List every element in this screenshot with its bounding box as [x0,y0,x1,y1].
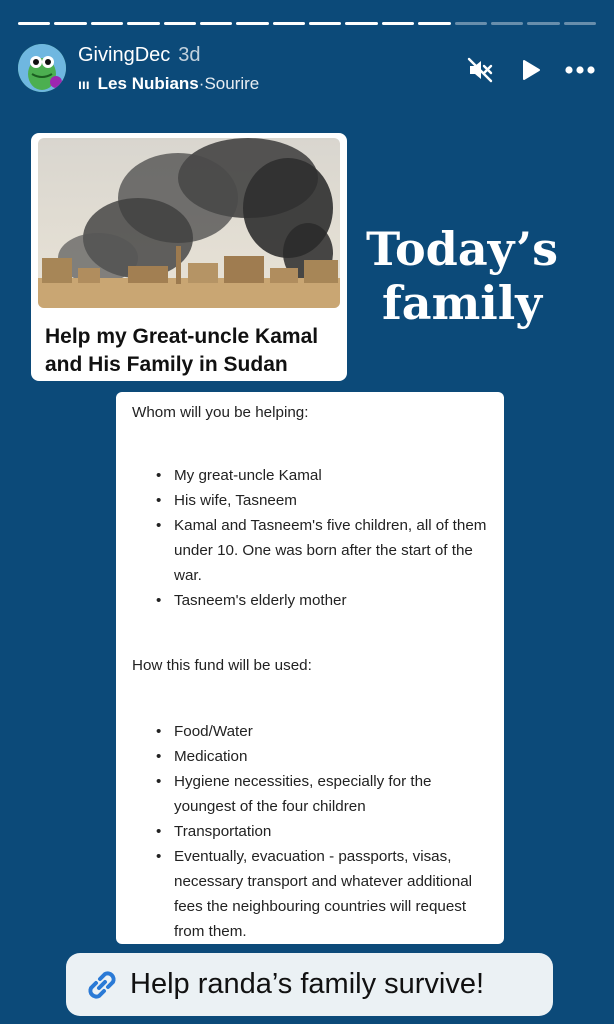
link-sticker[interactable] [66,953,553,1016]
link-sticker-label: Help randa’s family survive! [130,968,485,1000]
list-item: • Hygiene necessities, especially for the youngest of the four children [174,769,494,819]
headline [362,222,562,331]
progress-segment [127,22,159,25]
fundraiser-card[interactable] [31,133,347,381]
more-options-icon[interactable] [564,54,596,86]
progress-segment [527,22,559,25]
fundraiser-photo [38,138,340,308]
list-item: • Tasneem's elderly mother [174,588,494,613]
list-item: • My great-uncle Kamal [174,463,494,488]
fund-use-list [174,719,494,944]
avatar[interactable] [18,44,66,92]
music-info[interactable] [78,74,259,94]
headline-line2: family [382,276,542,331]
username-row [78,44,201,67]
post-age: 3d [178,44,201,66]
story-progress-bar [18,22,596,25]
username[interactable]: GivingDec [78,44,171,66]
section-heading-helping: Whom will you be helping: [132,404,309,421]
list-item: • Kamal and Tasneem's five children, all of them under 10. One was born after the start of the war. [174,513,494,588]
list-item: • Food/Water [174,719,494,744]
headline-line1: Today’s [366,222,558,276]
music-song: Sourire [204,74,260,93]
progress-segment [564,22,596,25]
progress-segment [491,22,523,25]
music-separator: · [198,74,205,93]
progress-segment [382,22,414,25]
link-icon [82,965,122,1005]
progress-segment [309,22,341,25]
section-heading-fund-use: How this fund will be used: [132,657,312,674]
progress-segment [200,22,232,25]
list-item: • His wife, Tasneem [174,488,494,513]
fundraiser-title: Help my Great-uncle Kamal and His Family in Sudan [45,325,319,377]
progress-segment [164,22,196,25]
progress-segment [91,22,123,25]
music-bars-icon: ııı [78,76,90,92]
list-item: • Transportation [174,819,494,844]
progress-segment [345,22,377,25]
story-header [18,44,596,100]
mute-icon[interactable] [464,54,496,86]
progress-segment [418,22,450,25]
story-controls [464,54,596,86]
play-icon[interactable] [514,54,546,86]
fundraiser-description [116,392,504,944]
list-item: • Medication [174,744,494,769]
progress-segment [273,22,305,25]
music-artist: Les Nubians [97,74,199,93]
list-item: • Eventually, evacuation - passports, visas, necessary transport and whatever additional fees the neighbouring countries will request from them. [174,844,494,944]
progress-segment [54,22,86,25]
helping-list [174,463,494,613]
progress-segment [236,22,268,25]
progress-segment [455,22,487,25]
progress-segment [18,22,50,25]
